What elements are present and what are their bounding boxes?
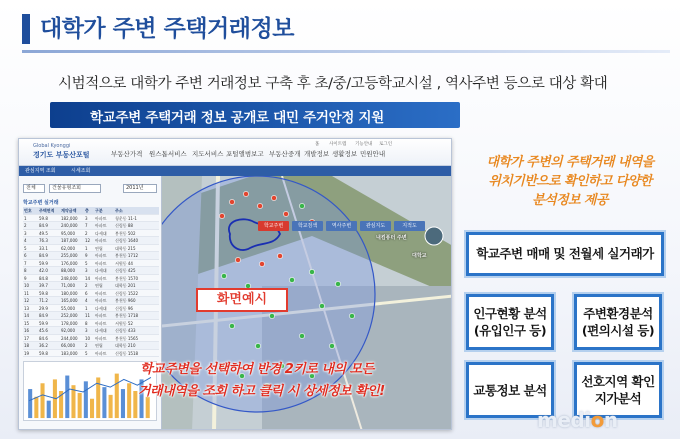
table-cell: 252,000: [61, 313, 78, 318]
screen-example-label: 화면예시: [196, 288, 288, 312]
table-cell: 3: [24, 230, 27, 236]
table-cell: 8: [24, 268, 27, 273]
chart-bar: [34, 397, 38, 418]
chart-bar: [127, 383, 131, 418]
table-cell: 8: [85, 320, 88, 326]
table-row[interactable]: [23, 260, 159, 268]
nav-item[interactable]: 개발정보: [304, 150, 330, 158]
table-cell: 49.5: [39, 230, 48, 236]
table-cell: 187,000: [61, 238, 78, 243]
table-cell: 29.9: [39, 305, 48, 311]
table-cell: 84.6: [39, 335, 48, 341]
table-cell: 33.1: [39, 245, 48, 251]
year-select[interactable]: 2011년: [123, 184, 157, 193]
table-row[interactable]: [23, 350, 159, 358]
analysis-note-line-3: 분석정보 제공: [532, 193, 608, 208]
map-tab-school-area[interactable]: 학교주변: [258, 221, 289, 231]
map-pin[interactable]: [229, 323, 234, 328]
chart-bar: [65, 376, 69, 419]
table-cell: 16: [24, 328, 30, 333]
map-pin[interactable]: [255, 343, 260, 348]
table-cell: 178,000: [61, 320, 78, 326]
map-pin[interactable]: [229, 199, 234, 204]
table-cell: 연립: [95, 283, 103, 288]
table-cell: 14: [85, 275, 91, 281]
col-header: 주택면적: [39, 208, 55, 213]
table-cell: 36.2: [39, 343, 48, 348]
table-cell: 2: [85, 230, 88, 236]
box-traffic-title: 교통정보 분석: [473, 382, 547, 398]
table-cell: 서원동 52: [115, 320, 133, 326]
red-note-line-2: 거래내역을 조회 하고 클릭 시 상세정보 확인!: [138, 384, 385, 399]
table-cell: 봉천동 960: [115, 298, 136, 303]
table-row[interactable]: [23, 252, 159, 260]
table-cell: 176,000: [61, 260, 78, 266]
box-population-title: 인구현황 분석: [473, 306, 547, 321]
box-environment-title: 주변환경분석: [583, 306, 653, 321]
table-cell: 1: [85, 305, 88, 311]
portal-logo[interactable]: 경기도 부동산포털: [33, 151, 90, 159]
chart-bar: [121, 389, 125, 418]
table-row[interactable]: [23, 297, 159, 305]
nav-item[interactable]: 원스톱서비스: [149, 150, 187, 158]
table-row[interactable]: [23, 327, 159, 335]
table-cell: 다세대: [95, 328, 107, 333]
mediaon-watermark: [537, 408, 618, 432]
table-row[interactable]: [23, 342, 159, 350]
table-cell: 6: [24, 253, 27, 258]
analysis-note-line-2: 위치기반으로 확인하고 다양한: [488, 174, 652, 189]
table-cell: 신림동 88: [115, 223, 133, 228]
nav-item[interactable]: 생활정보: [332, 150, 358, 158]
table-cell: 청운동 11-1: [115, 215, 137, 221]
map-tab-interest-map[interactable]: 관심지도: [360, 221, 391, 231]
table-cell: 아파트: [95, 253, 107, 258]
page-description: 시범적으로 대학가 주변 거래정보 구축 후 초/중/고등학교시설 , 역사주변 등으로 대상 확대: [58, 76, 608, 92]
banner-text: 학교주변 주택거래 정보 공개로 대민 주거안정 지원: [90, 110, 384, 126]
map-pin[interactable]: [243, 191, 248, 196]
table-cell: 255,000: [61, 253, 78, 258]
table-cell: 248,000: [61, 275, 78, 281]
util-link[interactable]: 로그인: [379, 142, 393, 147]
table-cell: 15: [24, 320, 30, 326]
analysis-note-line-1: 대학가 주변의 주택거래 내역을: [486, 155, 654, 170]
table-cell: 12: [24, 298, 30, 303]
util-link[interactable]: 기능안내: [355, 142, 373, 147]
table-row[interactable]: [23, 290, 159, 298]
table-cell: 다세대: [95, 268, 107, 273]
map-pin[interactable]: [269, 313, 274, 318]
table-cell: 아파트: [95, 320, 107, 326]
table-cell: 7: [24, 260, 27, 266]
map-pin[interactable]: [257, 203, 262, 208]
table-cell: 11: [24, 290, 30, 296]
table-cell: 서원동 44: [115, 260, 133, 266]
table-cell: 62,000: [61, 245, 75, 251]
table-row[interactable]: [23, 335, 159, 343]
table-cell: 3: [85, 268, 88, 273]
map-pin[interactable]: [299, 203, 304, 208]
table-row[interactable]: [23, 267, 159, 275]
box-population-analysis: [466, 294, 554, 350]
table-cell: 대학동 215: [115, 245, 136, 251]
table-title: 학교주변 실거래: [23, 200, 59, 206]
table-row[interactable]: [23, 275, 159, 283]
col-header: 계약금액: [61, 208, 77, 213]
util-link[interactable]: 홈: [315, 142, 320, 147]
region-select[interactable]: 전체: [23, 184, 45, 193]
chart-bar: [115, 374, 119, 418]
map-pin[interactable]: [283, 211, 288, 216]
table-cell: 봉천동 1718: [115, 313, 139, 318]
table-cell: 아파트: [95, 215, 107, 221]
col-header: 주소: [115, 208, 123, 213]
table-cell: 신림동 1522: [115, 290, 139, 296]
table-cell: 12: [85, 238, 91, 243]
table-cell: 9: [24, 275, 27, 281]
table-cell: 4: [24, 238, 27, 243]
table-cell: 연립: [95, 343, 103, 348]
table-cell: 59.8: [39, 215, 48, 221]
table-cell: 240,000: [61, 223, 78, 228]
table-cell: 봉천동 1570: [115, 275, 139, 281]
nav-item[interactable]: 부동산가격: [111, 150, 143, 158]
map-label-my-location: 내컴퓨터 주변: [376, 235, 407, 241]
table-cell: 42.0: [39, 268, 48, 273]
table-cell: 88,000: [61, 268, 75, 273]
table-cell: 182,000: [61, 215, 78, 221]
col-header: 층: [85, 208, 89, 213]
building-type-select[interactable]: 건물유형조회: [49, 184, 101, 193]
table-cell: 아파트: [95, 223, 107, 228]
chart-bar: [102, 387, 106, 418]
map-pin[interactable]: [319, 303, 324, 308]
nav-item[interactable]: 민원안내: [360, 150, 386, 158]
table-cell: 1: [24, 215, 27, 221]
table-cell: 71,000: [61, 283, 75, 288]
col-header: 번호: [24, 208, 32, 213]
map-pin[interactable]: [335, 281, 340, 286]
table-cell: 신림동 1640: [115, 238, 139, 243]
table-cell: 84.9: [39, 253, 48, 258]
table-cell: 2: [24, 223, 27, 228]
chart-bar: [146, 397, 150, 418]
col-header: 구분: [95, 208, 103, 213]
chart-bar: [41, 383, 45, 418]
table-row[interactable]: [23, 215, 159, 223]
table-row[interactable]: [23, 305, 159, 313]
table-cell: 신림동 433: [115, 328, 136, 333]
table-cell: 4: [85, 298, 88, 303]
box-population-detail: (유입인구 등): [473, 323, 547, 338]
red-note-line-1: 학교주변을 선택하여 반경 2키로 내의 모든: [140, 362, 374, 377]
chart-bar: [78, 393, 82, 418]
box-environment-analysis: [574, 294, 662, 350]
table-cell: 84.9: [39, 313, 48, 318]
portal-logo-small: Global Kyonggi: [33, 143, 71, 149]
map-pin[interactable]: [235, 257, 240, 262]
chart-bar: [47, 401, 51, 418]
table-cell: 아파트: [95, 260, 107, 266]
table-cell: 66,000: [61, 343, 75, 348]
map-tab-station-area[interactable]: 역사주변: [326, 221, 357, 231]
table-cell: 180,000: [61, 290, 78, 296]
table-cell: 3: [85, 215, 88, 221]
table-cell: 아파트: [95, 298, 107, 303]
price-trend-chart: [23, 361, 157, 421]
util-link[interactable]: 사이트맵: [329, 142, 347, 147]
table-cell: 봉천동 1565: [115, 335, 139, 341]
subbar-item[interactable]: 관심지역 조회: [25, 168, 56, 174]
table-cell: 2: [85, 283, 88, 288]
table-cell: 10: [85, 335, 91, 341]
table-cell: 5: [24, 245, 27, 251]
map-pin[interactable]: [277, 253, 282, 258]
table-header-row: [23, 207, 159, 215]
table-cell: 59.9: [39, 260, 48, 266]
table-row[interactable]: [23, 245, 159, 253]
table-cell: 11: [85, 313, 91, 318]
table-cell: 아파트: [95, 275, 107, 281]
table-cell: 39.7: [39, 283, 48, 288]
table-cell: 아파트: [95, 313, 107, 318]
table-cell: 신림동 1518: [115, 350, 139, 356]
nav-item[interactable]: 포털앨범보고: [226, 150, 264, 158]
chart-bar: [90, 399, 94, 418]
table-row[interactable]: [23, 222, 159, 230]
title-underline: [22, 50, 670, 53]
table-cell: 95,000: [61, 230, 75, 236]
trend-line: [29, 377, 151, 400]
table-cell: 6: [85, 290, 88, 296]
chart-bar: [28, 389, 32, 418]
table-cell: 59.9: [39, 320, 48, 326]
table-cell: 대학동 201: [115, 283, 136, 288]
map-pin[interactable]: [309, 269, 314, 274]
table-cell: 165,000: [61, 298, 78, 303]
map-tab-school-search[interactable]: 학교검색: [292, 221, 323, 231]
nav-item[interactable]: 부동산중개: [269, 150, 301, 158]
table-cell: 2: [85, 343, 88, 348]
table-row[interactable]: [23, 230, 159, 238]
table-cell: 92,000: [61, 328, 75, 333]
table-cell: 13: [24, 305, 30, 311]
table-cell: 244,000: [61, 335, 78, 341]
table-row[interactable]: [23, 312, 159, 320]
map-label-university: 대학교: [412, 253, 427, 259]
table-cell: 18: [24, 343, 30, 348]
table-cell: 봉천동 1712: [115, 253, 139, 258]
chart-bar: [133, 391, 137, 418]
table-cell: 1: [85, 245, 88, 251]
table-cell: 84.9: [39, 223, 48, 228]
box-environment-detail: (편의시설 등): [581, 323, 655, 338]
chart-bar: [84, 381, 88, 418]
table-row[interactable]: [23, 320, 159, 328]
map-pin[interactable]: [349, 313, 354, 318]
map-pin[interactable]: [271, 195, 276, 200]
table-cell: 아파트: [95, 335, 107, 341]
table-cell: 76.3: [39, 238, 48, 243]
table-cell: 봉천동 502: [115, 230, 136, 236]
table-cell: 5: [85, 350, 88, 356]
subbar-item[interactable]: 시세조회: [71, 168, 91, 174]
table-cell: 19: [24, 350, 30, 356]
table-cell: 아파트: [95, 350, 107, 356]
table-cell: 3: [85, 328, 88, 333]
box-school-area-prices: 학교주변 매매 및 전월세 실거래가: [466, 232, 664, 276]
table-cell: 신림동 425: [115, 268, 136, 273]
table-cell: 다세대: [95, 305, 107, 311]
nav-item[interactable]: 지도서비스: [192, 150, 224, 158]
chart-bar: [109, 395, 113, 418]
map-pin[interactable]: [219, 213, 224, 218]
table-cell: 5: [85, 260, 88, 266]
box-preferred-title: 선호지역 확인: [581, 374, 655, 389]
table-row[interactable]: [23, 282, 159, 290]
table-cell: 84.8: [39, 275, 48, 281]
table-cell: 45.6: [39, 328, 48, 333]
table-cell: 14: [24, 313, 30, 318]
box-preferred-detail: 지가분석: [594, 391, 642, 406]
watermark-text-post: n: [603, 408, 618, 432]
table-cell: 다세대: [95, 230, 107, 236]
table-cell: 신림동 96: [115, 305, 133, 311]
table-cell: 9: [85, 253, 88, 258]
transaction-table: [23, 207, 159, 357]
table-cell: 71.2: [39, 298, 48, 303]
table-cell: 아파트: [95, 238, 107, 243]
table-cell: 17: [24, 335, 30, 341]
table-cell: 대학동 210: [115, 343, 136, 348]
table-cell: 아파트: [95, 290, 107, 296]
map-pin[interactable]: [259, 261, 264, 266]
map-pin[interactable]: [289, 277, 294, 282]
table-cell: 59.8: [39, 350, 48, 356]
table-cell: 10: [24, 283, 30, 288]
watermark-text-pre: medi: [537, 408, 591, 432]
map-pin[interactable]: [221, 273, 226, 278]
watermark-o: o: [590, 408, 604, 432]
table-cell: 7: [85, 223, 88, 228]
page-title: 대학가 주변 주택거래정보: [40, 16, 294, 42]
table-cell: 183,000: [61, 350, 78, 356]
table-cell: 59.8: [39, 290, 48, 296]
map-tab-cadastral[interactable]: 지적도: [394, 221, 425, 231]
map-pin[interactable]: [329, 343, 334, 348]
table-row[interactable]: [23, 237, 159, 245]
title-accent-bar: [22, 14, 30, 44]
table-cell: 연립: [95, 245, 103, 251]
table-cell: 55,000: [61, 305, 75, 311]
map-pin[interactable]: [299, 333, 304, 338]
